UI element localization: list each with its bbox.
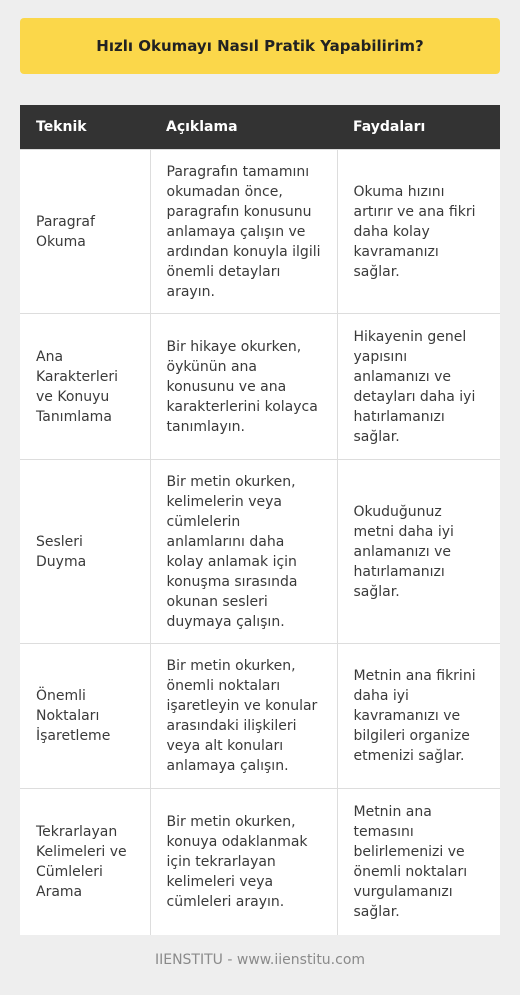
table-row [20, 150, 500, 314]
page-title-text: Hızlı Okumayı Nasıl Pratik Yapabilirim? [96, 37, 424, 55]
header-aciklama: Açıklama [150, 105, 337, 150]
cell-teknik: Paragraf Okuma [20, 150, 150, 314]
cell-faydalari: Hikayenin genel yapısını anlamanızı ve detayları daha iyi hatırlamanızı sağlar. [337, 314, 500, 460]
footer-text: IIENSTITU - www.iienstitu.com [154, 952, 366, 968]
table-row [20, 789, 500, 935]
cell-aciklama: Bir metin okurken, önemli noktaları işaretleyin ve konular arasındaki ilişkileri veya alt konuları anlamaya çalışın. [150, 644, 337, 789]
table-body [20, 150, 500, 935]
header-faydalari: Faydaları [337, 105, 500, 150]
cell-faydalari: Metnin ana fikrini daha iyi kavramanızı ve bilgileri organize etmenizi sağlar. [337, 644, 500, 789]
techniques-table-container [20, 105, 500, 935]
footer-credit [0, 952, 520, 968]
cell-teknik: Sesleri Duyma [20, 460, 150, 644]
techniques-table [20, 105, 500, 935]
cell-teknik: Önemli Noktaları İşaretleme [20, 644, 150, 789]
table-row [20, 460, 500, 644]
cell-aciklama: Paragrafın tamamını okumadan önce, paragrafın konusunu anlamaya çalışın ve ardından konuyla ilgili önemli detayları arayın. [150, 150, 337, 314]
cell-teknik: Tekrarlayan Kelimeleri ve Cümleleri Arama [20, 789, 150, 935]
cell-faydalari: Metnin ana temasını belirlemenizi ve önemli noktaları vurgulamanızı sağlar. [337, 789, 500, 935]
table-header-row [20, 105, 500, 150]
cell-aciklama: Bir metin okurken, kelimelerin veya cümlelerin anlamlarını daha kolay anlamak için konuşma sırasında okunan sesleri duymaya çalışın. [150, 460, 337, 644]
cell-faydalari: Okuduğunuz metni daha iyi anlamanızı ve hatırlamanızı sağlar. [337, 460, 500, 644]
cell-teknik: Ana Karakterleri ve Konuyu Tanımlama [20, 314, 150, 460]
table-row [20, 644, 500, 789]
cell-aciklama: Bir metin okurken, konuya odaklanmak için tekrarlayan kelimeleri veya cümleleri arayın. [150, 789, 337, 935]
page-title [20, 18, 500, 74]
table-header [20, 105, 500, 150]
header-teknik: Teknik [20, 105, 150, 150]
cell-faydalari: Okuma hızını artırır ve ana fikri daha kolay kavramanızı sağlar. [337, 150, 500, 314]
cell-aciklama: Bir hikaye okurken, öykünün ana konusunu ve ana karakterlerini kolayca tanımlayın. [150, 314, 337, 460]
table-row [20, 314, 500, 460]
